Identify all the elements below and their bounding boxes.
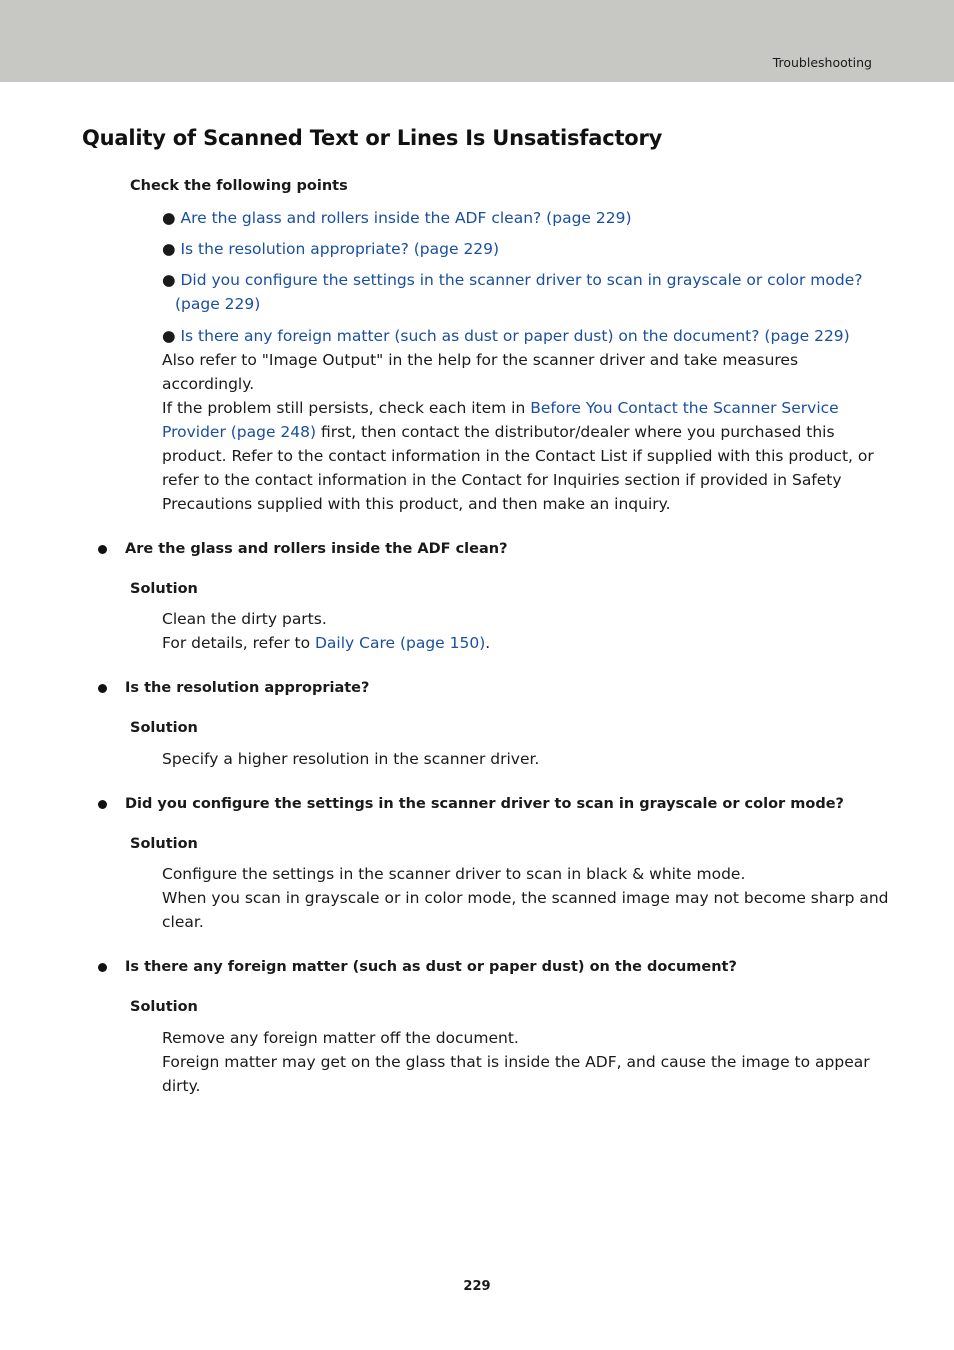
- solution-text-line: Foreign matter may get on the glass that is inside the ADF, and cause the image to appear: [162, 1053, 870, 1071]
- page-number: 229: [463, 1279, 491, 1294]
- persist-text-line: refer to the contact information in the Contact for Inquiries section if provided in Safety: [162, 471, 842, 489]
- check-list-item-continued: [175, 292, 260, 316]
- solution-label: Solution: [130, 720, 198, 736]
- persist-text-line: [162, 420, 835, 444]
- question-heading: Is the resolution appropriate?: [125, 680, 370, 696]
- solution-label: Solution: [130, 999, 198, 1015]
- solution-label: Solution: [130, 836, 198, 852]
- persist-prefix: If the problem still persists, check each item in: [162, 399, 531, 417]
- question-heading: Is there any foreign matter (such as dust or paper dust) on the document?: [125, 959, 737, 975]
- link-before-you-contact[interactable]: Before You Contact the Scanner Service: [530, 399, 839, 417]
- link-check-grayscale-color[interactable]: Did you configure the settings in the scanner driver to scan in grayscale or color mode?: [180, 271, 863, 289]
- page-title: Quality of Scanned Text or Lines Is Unsatisfactory: [82, 126, 663, 150]
- solution-text-line: Specify a higher resolution in the scanner driver.: [162, 750, 540, 768]
- bullet-icon: [98, 545, 107, 554]
- persist-suffix: first, then contact the distributor/dealer where you purchased this: [316, 423, 835, 441]
- solution-text-line: Remove any foreign matter off the document.: [162, 1029, 519, 1047]
- check-list-item: [162, 324, 850, 348]
- bullet-icon: [98, 800, 107, 809]
- bullet-icon: ●: [162, 209, 176, 227]
- check-heading: Check the following points: [130, 178, 348, 194]
- check-list-item: [162, 206, 632, 230]
- page-header-band: [0, 0, 954, 82]
- refer-text-line: Also refer to "Image Output" in the help for the scanner driver and take measures: [162, 351, 799, 369]
- solution-text-line: When you scan in grayscale or in color mode, the scanned image may not become sharp and: [162, 889, 889, 907]
- link-check-foreign-matter[interactable]: Is there any foreign matter (such as dust or paper dust) on the document? (page 229): [180, 327, 850, 345]
- bullet-icon: ●: [162, 240, 176, 258]
- solution-text-line: clear.: [162, 913, 204, 931]
- bullet-icon: ●: [162, 271, 176, 289]
- solution-text-line: dirty.: [162, 1077, 201, 1095]
- section-label: Troubleshooting: [772, 55, 872, 70]
- bullet-icon: [98, 963, 107, 972]
- link-check-resolution[interactable]: Is the resolution appropriate? (page 229): [180, 240, 500, 258]
- persist-text-line: product. Refer to the contact information in the Contact List if supplied with this product, or: [162, 447, 874, 465]
- link-daily-care[interactable]: Daily Care (page 150): [315, 634, 486, 652]
- solution-text-line: [162, 631, 490, 655]
- solution-suffix: .: [485, 634, 491, 652]
- bullet-icon: [98, 684, 107, 693]
- solution-text-line: Configure the settings in the scanner driver to scan in black & white mode.: [162, 865, 746, 883]
- link-before-you-contact-page[interactable]: Provider (page 248): [162, 423, 317, 441]
- check-list-item: [162, 237, 499, 261]
- refer-text-line: accordingly.: [162, 375, 255, 393]
- link-check-glass-rollers[interactable]: Are the glass and rollers inside the ADF clean? (page 229): [180, 209, 632, 227]
- solution-prefix: For details, refer to: [162, 634, 315, 652]
- persist-text-line: [162, 396, 839, 420]
- bullet-icon: ●: [162, 327, 176, 345]
- link-check-grayscale-color-page[interactable]: (page 229): [175, 295, 261, 313]
- question-heading: Are the glass and rollers inside the ADF clean?: [125, 541, 508, 557]
- persist-text-line: Precautions supplied with this product, and then make an inquiry.: [162, 495, 671, 513]
- solution-text-line: Clean the dirty parts.: [162, 610, 327, 628]
- check-list-item: [162, 268, 862, 292]
- question-heading: Did you configure the settings in the scanner driver to scan in grayscale or color mode?: [125, 796, 844, 812]
- solution-label: Solution: [130, 581, 198, 597]
